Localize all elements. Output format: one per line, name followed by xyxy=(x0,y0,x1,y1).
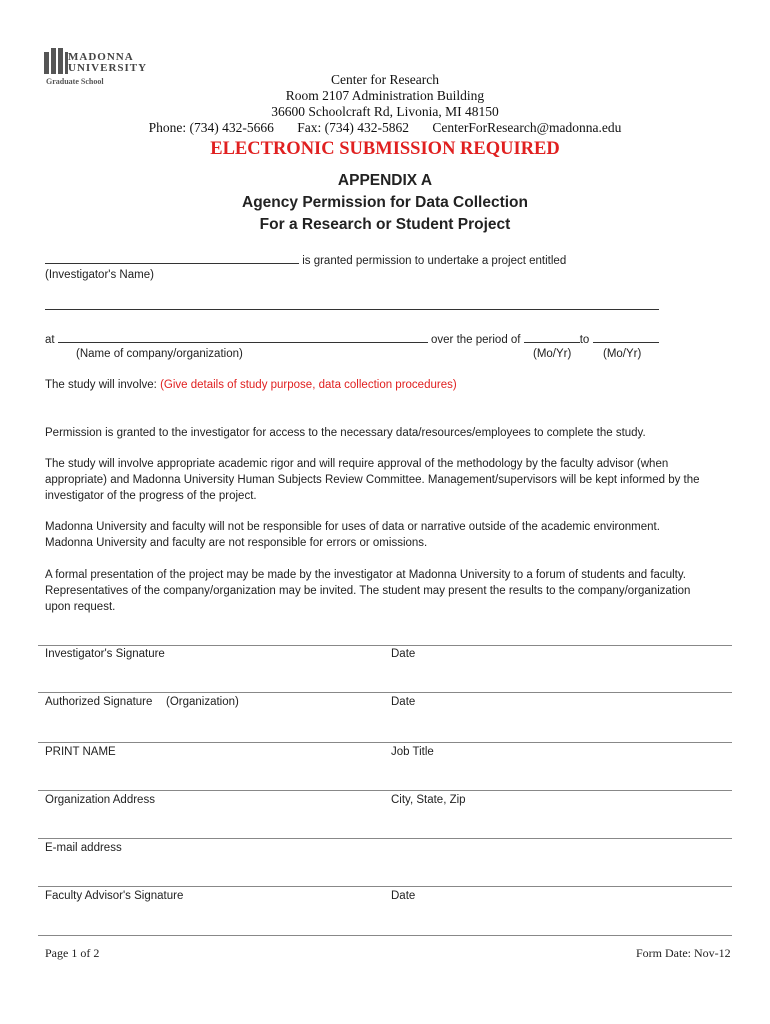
study-involve-label: The study will involve: xyxy=(45,379,157,391)
project-title-row xyxy=(45,297,659,315)
org-address: 36600 Schoolcraft Rd, Livonia, MI 48150 xyxy=(271,104,499,119)
paragraph-rigor-line2: appropriate) and Madonna University Human Subjects Review Committee. Management/supervisors will be kept informed by the xyxy=(45,474,700,486)
email-address: CenterForResearch@madonna.edu xyxy=(432,120,622,135)
end-moyr-label: (Mo/Yr) xyxy=(603,348,642,360)
form-date: Form Date: Nov-12 xyxy=(636,946,731,960)
date-label-2: Date xyxy=(391,696,416,708)
paragraph-presentation-line3: upon request. xyxy=(45,601,116,613)
print-name-line[interactable] xyxy=(38,742,732,743)
city-state-zip-label: City, State, Zip xyxy=(391,794,466,806)
project-title-field[interactable] xyxy=(45,297,659,310)
paragraph-rigor xyxy=(45,456,700,504)
investigator-label: (Investigator's Name) xyxy=(45,269,154,281)
paragraph-presentation-line1: A formal presentation of the project may be made by the investigator at Madonna University to a forum of students and faculty. xyxy=(45,569,686,581)
page-number: Page 1 of 2 xyxy=(45,946,100,960)
footer-divider xyxy=(38,935,732,936)
appendix-title: APPENDIX A xyxy=(337,172,433,189)
logo-mark-icon xyxy=(44,48,70,74)
submission-notice: ELECTRONIC SUBMISSION REQUIRED xyxy=(210,139,560,159)
paragraph-responsibility-line2: Madonna University and faculty are not responsible for errors or omissions. xyxy=(45,537,428,549)
authorized-signature-line[interactable] xyxy=(38,692,732,693)
authorized-signature-label: Authorized Signature xyxy=(45,696,153,708)
form-titles xyxy=(0,170,770,236)
investigator-name-field[interactable] xyxy=(45,251,299,264)
company-label: (Name of company/organization) xyxy=(76,348,243,360)
date-label-3: Date xyxy=(391,890,416,902)
paragraph-presentation xyxy=(45,567,690,615)
logo-text-line2: UNIVERSITY xyxy=(68,62,148,74)
organization-label: (Organization) xyxy=(166,696,239,708)
paragraph-responsibility-line1: Madonna University and faculty will not be responsible for uses of data or narrative outside of the academic environment. xyxy=(45,521,660,533)
org-room: Room 2107 Administration Building xyxy=(285,88,485,103)
paragraph-access: Permission is granted to the investigator for access to the necessary data/resources/employees to complete the study. xyxy=(45,427,646,439)
end-date-field[interactable] xyxy=(593,330,659,343)
start-date-field[interactable] xyxy=(524,330,580,343)
form-title: Agency Permission for Data Collection xyxy=(242,194,528,211)
form-subtitle: For a Research or Student Project xyxy=(259,216,511,233)
study-details-field[interactable]: (Give details of study purpose, data collection procedures) xyxy=(160,379,457,391)
study-involve-row xyxy=(45,377,457,393)
organization-address-line[interactable] xyxy=(38,790,732,791)
over-period-label: over the period of xyxy=(431,334,521,346)
date-label-1: Date xyxy=(391,648,416,660)
logo-text-line1: MADONNA xyxy=(68,51,134,63)
faculty-signature-label: Faculty Advisor's Signature xyxy=(45,890,184,902)
paragraph-rigor-line3: investigator of the progress of the project. xyxy=(45,490,257,502)
phone-number: Phone: (734) 432-5666 xyxy=(148,120,274,135)
job-title-label: Job Title xyxy=(391,746,434,758)
paragraph-presentation-line2: Representatives of the company/organization may be invited. The student may present the results to the company/organization xyxy=(45,585,691,597)
start-moyr-label: (Mo/Yr) xyxy=(533,348,572,360)
fax-number: Fax: (734) 432-5862 xyxy=(297,120,409,135)
org-name: Center for Research xyxy=(331,72,439,87)
faculty-signature-line[interactable] xyxy=(38,886,732,887)
email-address-line[interactable] xyxy=(38,838,732,839)
paragraph-responsibility xyxy=(45,519,660,551)
organization-address-label: Organization Address xyxy=(45,794,155,806)
investigator-signature-line[interactable] xyxy=(38,645,732,646)
paragraph-rigor-line1: The study will involve appropriate academic rigor and will require approval of the methodology by the faculty advisor (when xyxy=(45,458,669,470)
print-name-label: PRINT NAME xyxy=(45,746,116,758)
contact-line xyxy=(0,120,770,136)
logo-text-school: Graduate School xyxy=(46,77,104,86)
at-label: at xyxy=(45,334,55,346)
investigator-signature-label: Investigator's Signature xyxy=(45,648,165,660)
granted-text: is granted permission to undertake a project entitled xyxy=(302,255,567,267)
company-name-field[interactable] xyxy=(58,330,428,343)
to-label: to xyxy=(579,334,590,346)
letterhead xyxy=(0,72,770,136)
email-address-label: E-mail address xyxy=(45,842,122,854)
